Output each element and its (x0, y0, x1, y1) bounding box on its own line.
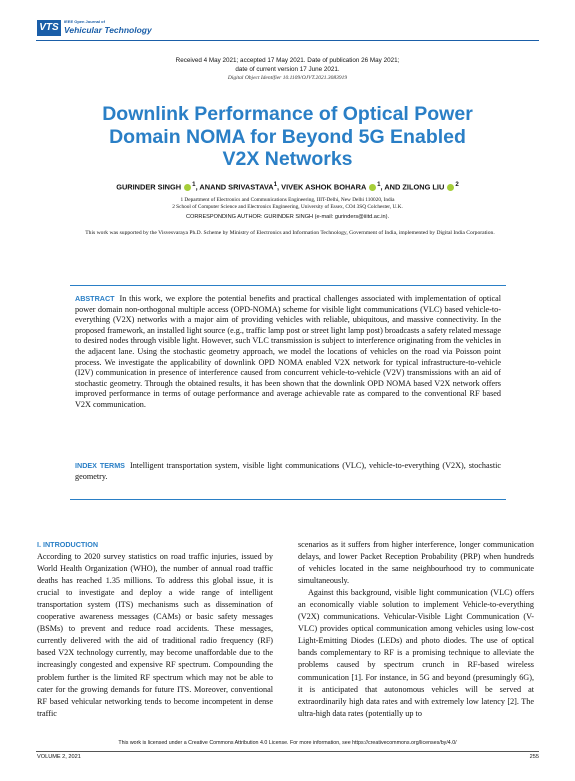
abstract-top-rule (70, 285, 506, 286)
page-number: 255 (529, 754, 539, 760)
header-divider (36, 40, 539, 41)
author-affil-sup: 1 (377, 181, 381, 188)
license-note: This work is licensed under a Creative Commons Attribution 4.0 License. For more information, see https://creativecommons.org/licenses/by/4.0/ (118, 740, 457, 746)
received-line-2: date of current version 17 June 2021. (235, 66, 340, 73)
volume-label: VOLUME 2, 2021 (37, 754, 81, 760)
author-name: GURINDER SINGH (116, 182, 182, 192)
doi: Digital Object Identifier 10.1109/OJVT.2021.3083919 (227, 75, 348, 81)
journal-logo (37, 18, 167, 38)
paragraph: Against this background, visible light communication (VLC) offers an economically viable solution to implement Vehicle-to-everything (V2X) communications. Vehicular-Visible Light Communication (V-VLC) provides optical communication among vehicles using low-cost Light-Emitting Diodes (LEDs) and photo diodes. The use of optical bands complementary to RF is a promising technique to alleviate the problems caused by spectrum crunch in RF-based wireless communication [1]. For instance, in 5G and beyond (presumingly 6G), it is anticipated that autonomous vehicles will be served at extraordinarily high data rates and with extremely low latency [2]. The ultra-high data rates (potentially up to (298, 588, 534, 718)
index-terms-label: INDEX TERMS (75, 461, 125, 470)
funding-note: This work was supported by the Visvesvaraya Ph.D. Scheme by Ministry of Electronics and Information Technology, Government of India, implemented by Digital India Corporation. (85, 230, 495, 236)
author-affil-sup: 1 (273, 181, 278, 188)
corresponding-author: CORRESPONDING AUTHOR: GURINDER SINGH (e-mail: gurinders@iiitd.ac.in). (185, 214, 390, 220)
index-terms (75, 461, 501, 482)
received-dates (110, 56, 465, 74)
section-heading: I. INTRODUCTION (37, 540, 99, 549)
paragraph: scenarios as it suffers from higher interference, longer communication delays, and lower Packet Reception Probability (PRP) when hundreds of vehicles located in the same neighbourhood try to communicate simultaneously. (298, 540, 534, 586)
left-column (37, 539, 273, 720)
title-line-1: Downlink Performance of Optical Power (102, 103, 473, 125)
abstract-bottom-rule (70, 499, 506, 500)
vts-logo-mark: VTS (37, 20, 61, 36)
received-line-1: Received 4 May 2021; accepted 17 May 2021. Date of publication 26 May 2021; (175, 57, 400, 64)
title-line-2: Domain NOMA for Beyond 5G Enabled (109, 125, 466, 148)
author-name: , ANAND SRIVASTAVA (195, 182, 274, 192)
journal-caption: IEEE Open Journal of (64, 19, 105, 24)
footer-divider (36, 751, 539, 752)
author-name: , AND ZILONG LIU (380, 182, 445, 192)
author-affil-sup: 1 (192, 181, 196, 188)
right-column (298, 539, 534, 720)
author-affil-sup: 2 (455, 181, 459, 188)
affiliation-1: 1 Department of Electronics and Communications Engineering, IIIT-Delhi, New Delhi 110020, India (180, 197, 395, 203)
title-line-3: V2X Networks (222, 148, 353, 170)
journal-title: Vehicular Technology (64, 25, 152, 35)
orcid-icon[interactable] (447, 184, 454, 191)
index-terms-text: Intelligent transportation system, visible light communications (VLC), vehicle-to-everything (V2X), stochastic geometry. (75, 461, 502, 481)
orcid-icon[interactable] (369, 184, 376, 191)
abstract-text: In this work, we explore the potential benefits and practical challenges associated with implementation of optical power domain non-orthogonal multiple access (OPD-NOMA) scheme for visible light communications (VLC) based vehicle-to-everything (V2X) networks with a major aim of providing vehicles with reliable, ubiquitous, and massive connectivity. In the proposed framework, an installed light source (e.g., traffic lamp post or street light lamp post) broadcasts a safety related message to desired nodes through visible light. However, such VLC transmission is subject to interference originating from the vehicles in the adjacent lane. Using the stochastic geometry approach, we model the locations of vehicles on the road via Poisson point process. We investigate the applicability of downlink OPD NOMA enabled V2X network for typical infrastructure-to-vehicle (I2V) communication in presence of interference caused from concurrent vehicle-to-vehicle (V2V) transmissions with an aid of stochastic geometry. Through the obtained results, it has been shown that the downlink OPD NOMA based V2X network offers improved performance in terms of outage performance and average achievable rate as compared to the conventional RF based V2X communication. (75, 294, 501, 409)
abstract-label: ABSTRACT (75, 294, 115, 303)
paper-title (40, 103, 535, 171)
author-name: , VIVEK ASHOK BOHARA (277, 182, 367, 192)
author-list (30, 181, 545, 191)
orcid-icon[interactable] (184, 184, 191, 191)
affiliation-2: 2 School of Computer Science and Electronics Engineering, University of Essex, CO4 3SQ Colchester, U.K. (172, 204, 403, 210)
paragraph: According to 2020 survey statistics on road traffic injuries, issued by World Health Organization (WHO), the number of annual road traffic deaths has reached 1.35 millions. To address this global issue, it is crucial to investigate and deploy a wide range of intelligent transportation system (ITS) mechanisms such as dissemination of cooperative awareness messages (CAMs) or basic safety messages (BSMs) to prevent and reduce road accidents. These messages, currently delivered with the aid of traditional radio frequency (RF) based V2X technology currently, may become unaffordable due to the increasingly congested and expensive RF spectrum. Compounding the problem further is the limited RF spectrum which may not be able to cater for the growing demands for future ITS. Moreover, conventional RF based vehicular networking tends to become incompetent in dense traffic (37, 552, 273, 718)
abstract (75, 294, 501, 411)
